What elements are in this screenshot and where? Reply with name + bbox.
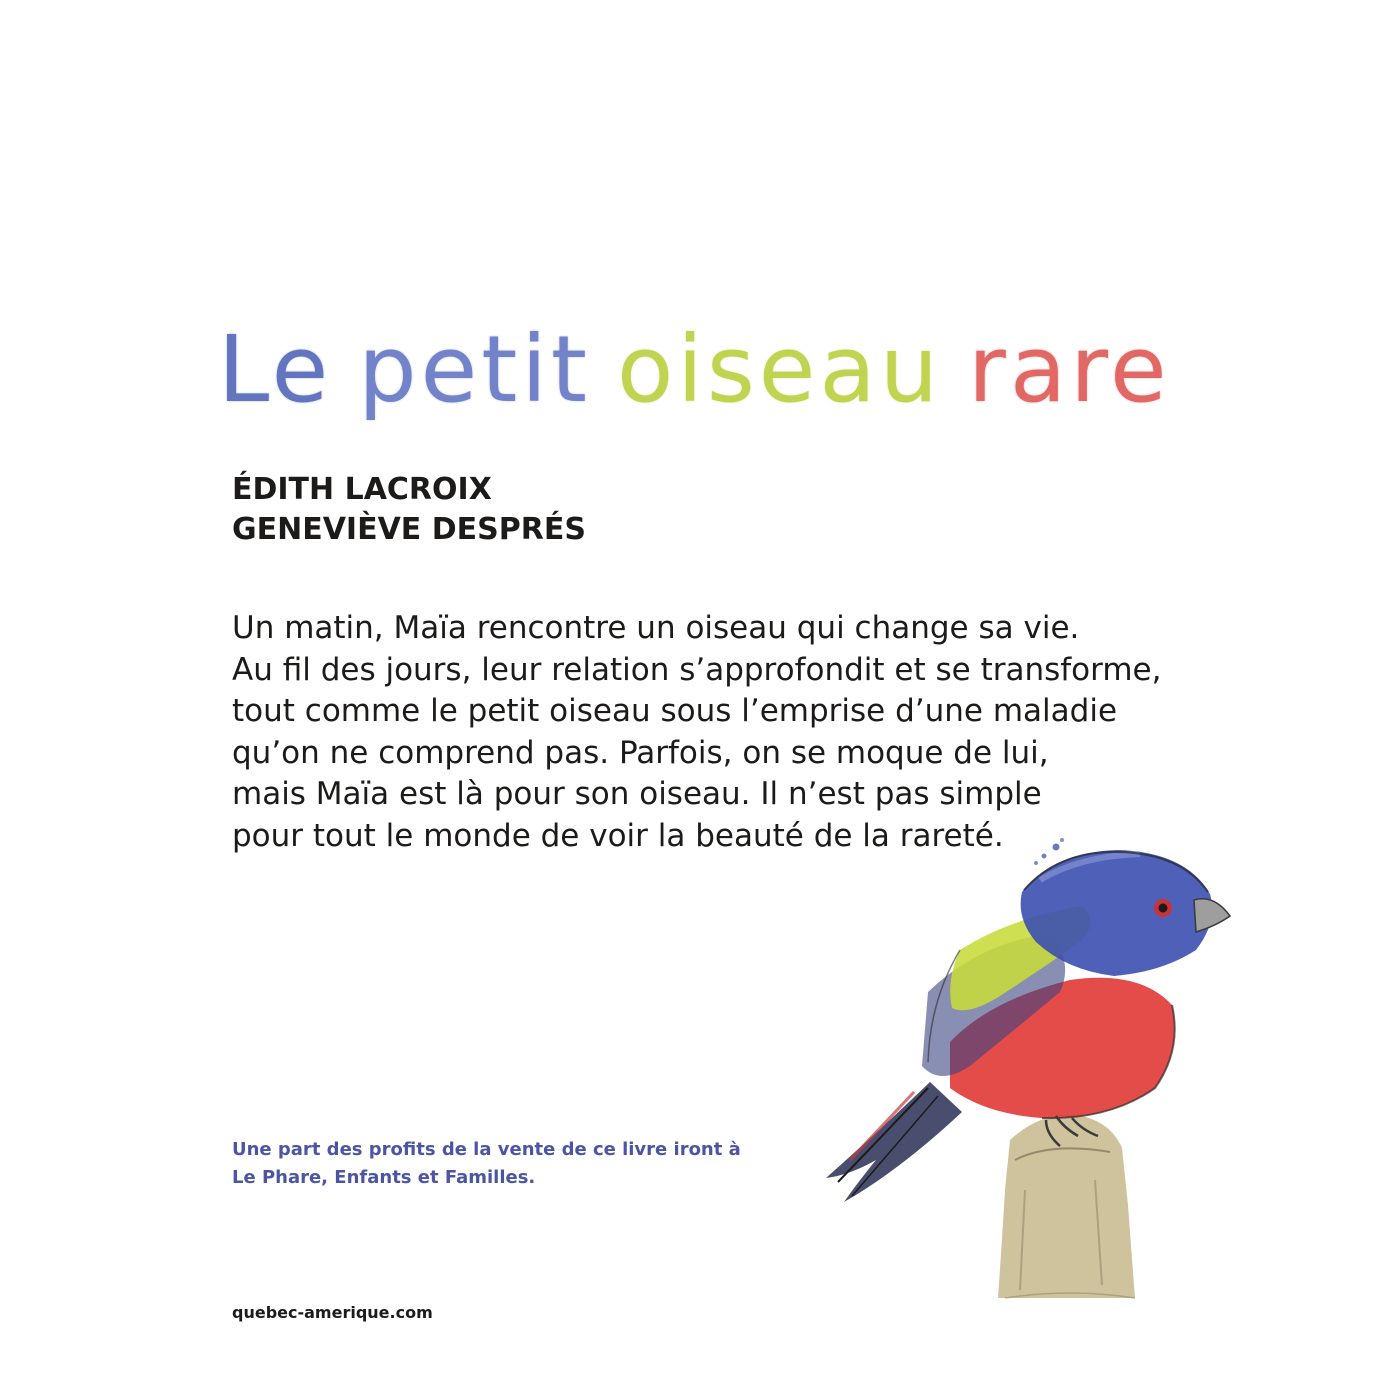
summary-line: pour tout le monde de voir la beauté de la rareté. — [232, 817, 1004, 854]
book-summary — [232, 608, 1162, 858]
title-word-petit: petit — [358, 316, 591, 423]
title-word-le: Le — [218, 316, 333, 423]
summary-line: mais Maïa est là pour son oiseau. Il n’est pas simple — [232, 776, 1042, 813]
author-name: ÉDITH LACROIX — [232, 472, 492, 507]
summary-line: qu’on ne comprend pas. Parfois, on se moque de lui, — [232, 734, 1049, 771]
summary-line: tout comme le petit oiseau sous l’emprise d’une maladie — [232, 693, 1118, 730]
note-line: Le Phare, Enfants et Familles. — [232, 1167, 536, 1188]
note-line: Une part des profits de la vente de ce livre iront à — [232, 1139, 741, 1160]
summary-line: Un matin, Maïa rencontre un oiseau qui change sa vie. — [232, 610, 1080, 646]
illustrator-name: GENEVIÈVE DESPRÉS — [232, 512, 586, 547]
summary-line: Au fil des jours, leur relation s’approfondit et se transforme, — [232, 651, 1162, 688]
bird-illustration — [810, 830, 1250, 1310]
charity-note — [232, 1136, 741, 1192]
title-word-rare: rare — [968, 316, 1171, 423]
authors — [232, 470, 586, 550]
title-word-oiseau: oiseau — [616, 316, 943, 423]
publisher-website: quebec-amerique.com — [232, 1303, 433, 1322]
book-title — [218, 300, 1198, 440]
